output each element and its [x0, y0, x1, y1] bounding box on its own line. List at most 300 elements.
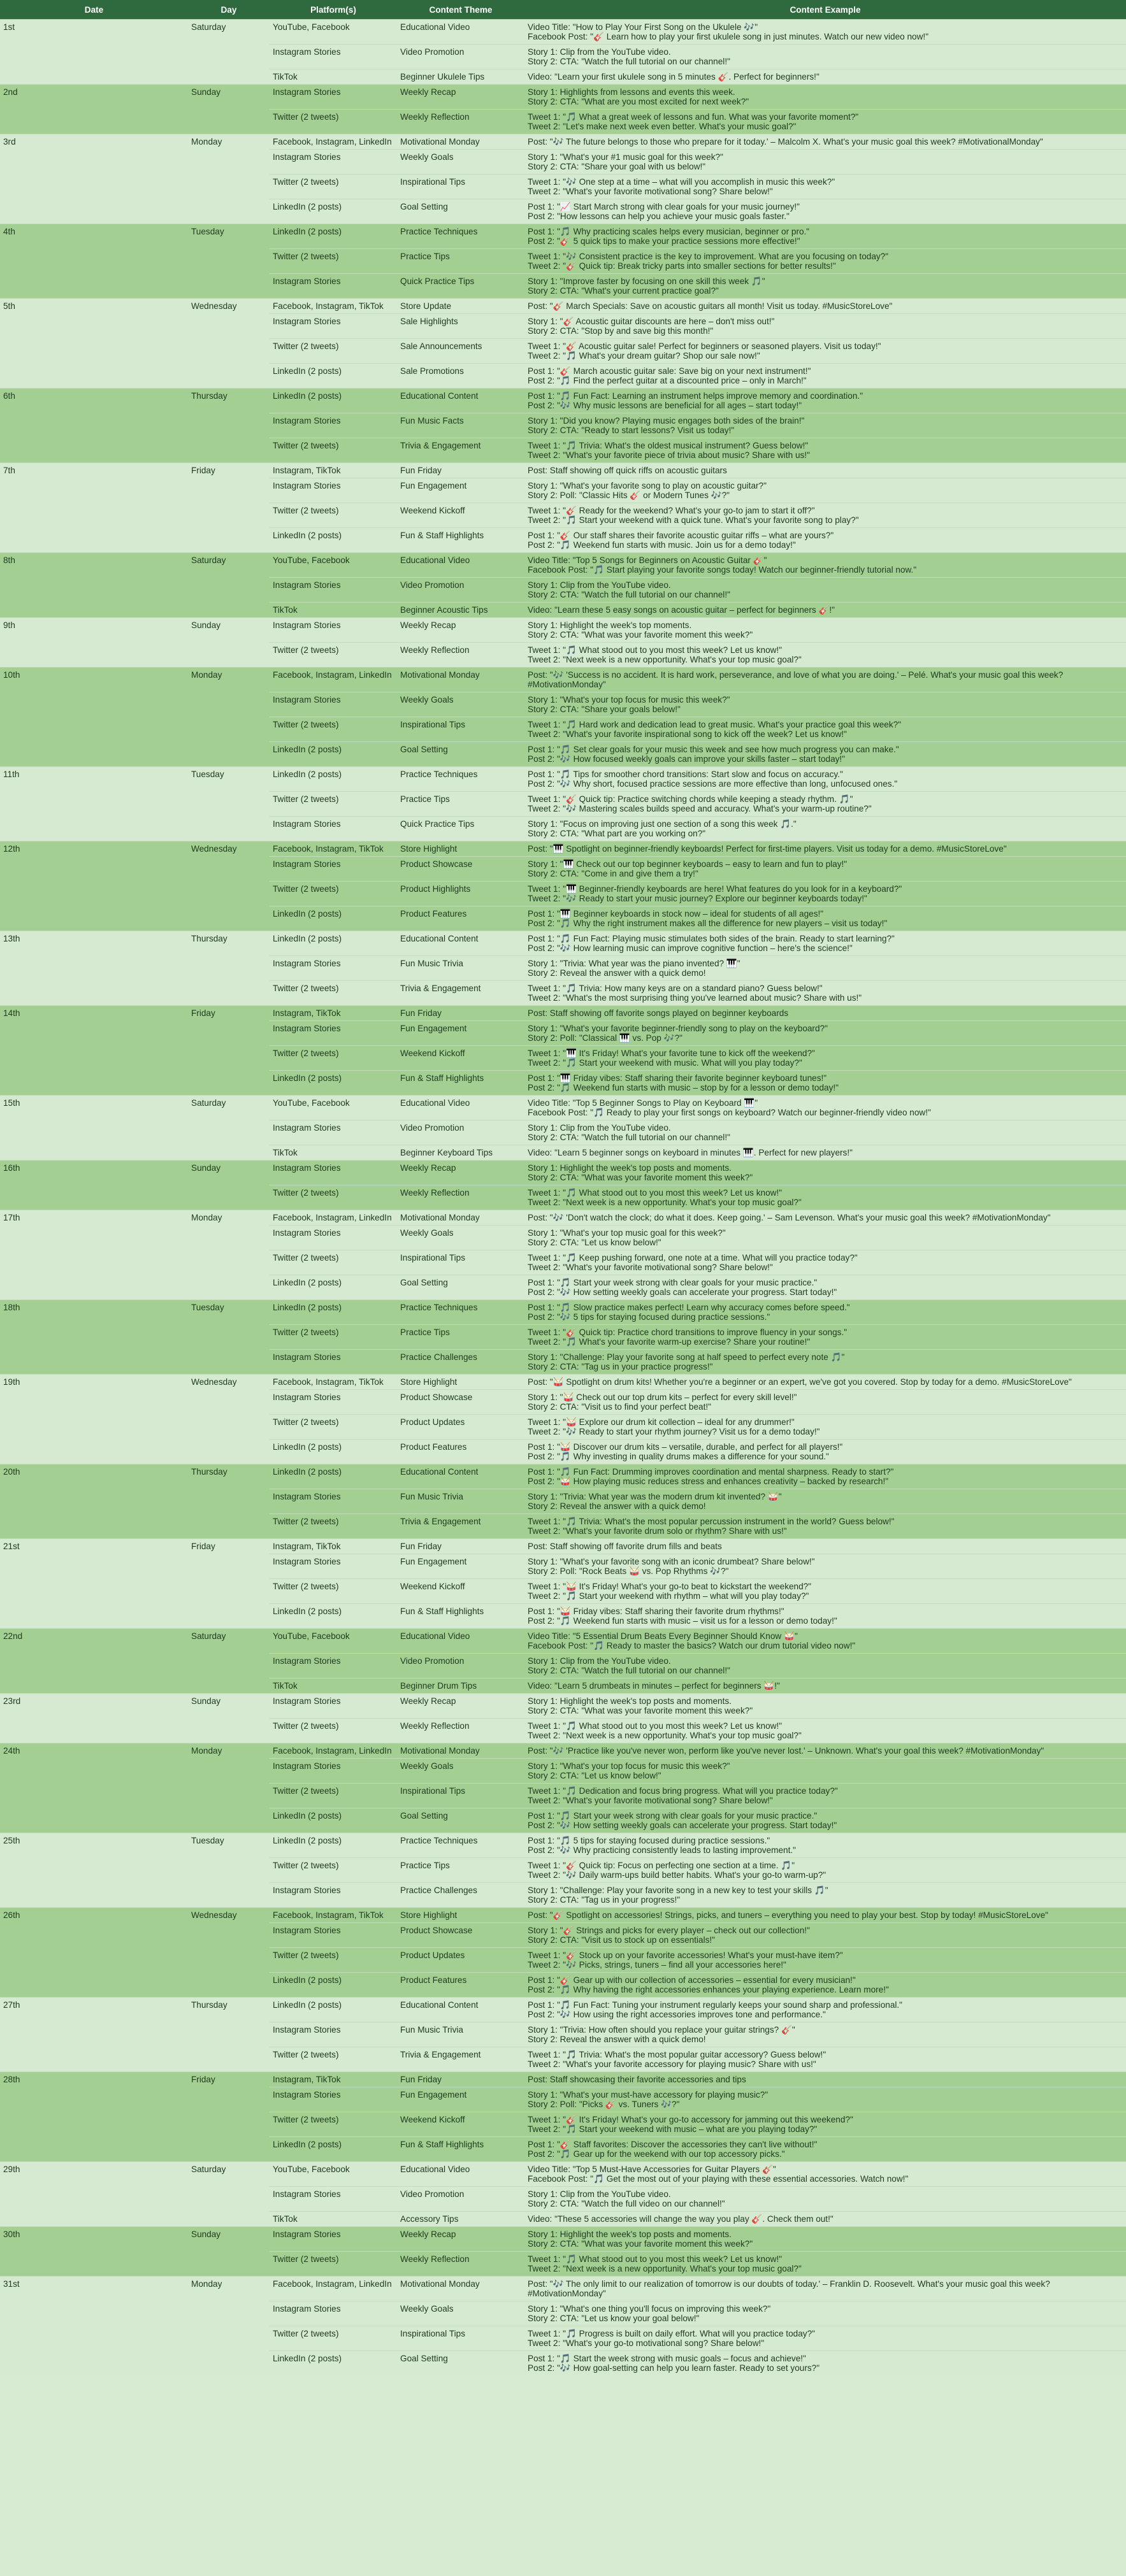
example-cell[interactable]: Post 1: "🎵 Set clear goals for your music this week and see how much progress you can make." Post 2: "🎶 How focused weekly goals can improve your skills faster – start today!" [524, 742, 1126, 767]
date-cell[interactable]: 1st [0, 20, 188, 85]
example-cell[interactable]: Post 1: "🎵 Why practicing scales helps every musician, beginner or pro." Post 2: "🎸 5 quick tips to make your practice sessions more effective!" [524, 224, 1126, 249]
theme-cell[interactable]: Educational Video [397, 553, 524, 578]
theme-cell[interactable]: Motivational Monday [397, 1743, 524, 1759]
platform-cell[interactable]: Instagram Stories [270, 1554, 397, 1579]
example-cell[interactable]: Video: "Learn 5 drumbeats in minutes – perfect for beginners 🥁!" [524, 1678, 1126, 1694]
example-cell[interactable]: Post 1: "🎸 Gear up with our collection of accessories – essential for every musician!" Post 2: "🎵 Why having the right accessories enhances your playing experience. Learn more!" [524, 1973, 1126, 1998]
example-cell[interactable]: Story 1: "What's your favorite song to play on acoustic guitar?" Story 2: Poll: "Classic Hits 🎸 or Modern Tunes 🎶?" [524, 478, 1126, 503]
theme-cell[interactable]: Inspirational Tips [397, 2326, 524, 2351]
platform-cell[interactable]: Twitter (2 tweets) [270, 2252, 397, 2277]
example-cell[interactable]: Post: "🎶 The only limit to our realization of tomorrow is our doubts of today.' – Franklin D. Roosevelt. What's your music goal this week? #MotivationMonday" [524, 2277, 1126, 2301]
platform-cell[interactable]: Instagram Stories [270, 2022, 397, 2047]
theme-cell[interactable]: Weekly Goals [397, 2301, 524, 2326]
platform-cell[interactable]: TikTok [270, 69, 397, 85]
date-cell[interactable]: 29th [0, 2162, 188, 2227]
theme-cell[interactable]: Fun Friday [397, 2072, 524, 2087]
theme-cell[interactable]: Weekend Kickoff [397, 1579, 524, 1604]
example-cell[interactable]: Story 1: Clip from the YouTube video. Story 2: CTA: "Watch the full tutorial on our channel!" [524, 578, 1126, 603]
day-cell[interactable]: Wednesday [188, 841, 270, 931]
platform-cell[interactable]: Facebook, Instagram, TikTok [270, 841, 397, 857]
platform-cell[interactable]: Instagram Stories [270, 2301, 397, 2326]
example-cell[interactable]: Post 1: "🎵 Fun Fact: Drumming improves coordination and mental sharpness. Ready to start?" Post 2: "🥁 How playing music reduces stress and enhances creativity – backed by research!" [524, 1464, 1126, 1489]
example-cell[interactable]: Tweet 1: "🎵 Trivia: What's the most popular guitar accessory? Guess below!" Tweet 2: "What's your favorite accessory for playing music? Share with us!" [524, 2047, 1126, 2072]
day-cell[interactable]: Monday [188, 134, 270, 224]
theme-cell[interactable]: Sale Highlights [397, 314, 524, 339]
date-cell[interactable]: 4th [0, 224, 188, 299]
platform-cell[interactable]: Twitter (2 tweets) [270, 249, 397, 274]
theme-cell[interactable]: Weekly Reflection [397, 2252, 524, 2277]
example-cell[interactable]: Post 1: "🎵 Start your week strong with clear goals for your music practice." Post 2: "🎶 How setting weekly goals can accelerate your progress. Start today!" [524, 1808, 1126, 1833]
example-cell[interactable]: Post 1: "🎸 Our staff shares their favorite acoustic guitar riffs – what are yours?" Post 2: "🎵 Weekend fun starts with music. Join us for a demo today!" [524, 528, 1126, 553]
theme-cell[interactable]: Trivia & Engagement [397, 2047, 524, 2072]
example-cell[interactable]: Tweet 1: "🎵 Trivia: What's the oldest musical instrument? Guess below!" Tweet 2: "What's your favorite piece of trivia about music? Share with us!" [524, 438, 1126, 463]
platform-cell[interactable]: Facebook, Instagram, LinkedIn [270, 134, 397, 150]
platform-cell[interactable]: Instagram Stories [270, 2087, 397, 2112]
theme-cell[interactable]: Educational Content [397, 389, 524, 413]
theme-cell[interactable]: Educational Video [397, 1629, 524, 1654]
example-cell[interactable]: Story 1: "🎹 Check out our top beginner keyboards – easy to learn and fun to play!" Story 2: CTA: "Come in and give them a try!" [524, 857, 1126, 882]
example-cell[interactable]: Post 1: "🎹 Beginner keyboards in stock now – ideal for students of all ages!" Post 2: "🎵 Why the right instrument makes all the difference for new players – visit us today!" [524, 906, 1126, 931]
theme-cell[interactable]: Weekly Recap [397, 2227, 524, 2252]
example-cell[interactable]: Tweet 1: "🎸 Quick tip: Practice chord transitions to improve fluency in your songs." Tweet 2: "🎵 What's your favorite warm-up exercise? Share your routine!" [524, 1325, 1126, 1350]
theme-cell[interactable]: Educational Video [397, 20, 524, 45]
theme-cell[interactable]: Educational Video [397, 2162, 524, 2187]
platform-cell[interactable]: Facebook, Instagram, TikTok [270, 1908, 397, 1923]
platform-cell[interactable]: TikTok [270, 1678, 397, 1694]
theme-cell[interactable]: Store Update [397, 299, 524, 314]
platform-cell[interactable]: Instagram Stories [270, 956, 397, 981]
theme-cell[interactable]: Product Features [397, 906, 524, 931]
platform-cell[interactable]: Twitter (2 tweets) [270, 503, 397, 528]
theme-cell[interactable]: Trivia & Engagement [397, 1514, 524, 1539]
example-cell[interactable]: Post 1: "🥁 Friday vibes: Staff sharing their favorite drum rhythms!" Post 2: "🎵 Weekend fun starts with music – visit us for a lesson or demo today!" [524, 1604, 1126, 1629]
platform-cell[interactable]: Twitter (2 tweets) [270, 717, 397, 742]
platform-cell[interactable]: Twitter (2 tweets) [270, 2112, 397, 2137]
platform-cell[interactable]: Instagram Stories [270, 314, 397, 339]
theme-cell[interactable]: Educational Video [397, 1096, 524, 1120]
example-cell[interactable]: Tweet 1: "🎵 Trivia: How many keys are on a standard piano? Guess below!" Tweet 2: "What's the most surprising thing you've learned about music? Share with us!" [524, 981, 1126, 1006]
theme-cell[interactable]: Motivational Monday [397, 1210, 524, 1226]
theme-cell[interactable]: Product Showcase [397, 1390, 524, 1415]
platform-cell[interactable]: Instagram Stories [270, 618, 397, 643]
example-cell[interactable]: Post 1: "📈 Start March strong with clear goals for your music journey!" Post 2: "How lessons can help you achieve your music goals faster." [524, 199, 1126, 224]
theme-cell[interactable]: Practice Tips [397, 1858, 524, 1883]
theme-cell[interactable]: Weekly Recap [397, 1694, 524, 1719]
platform-cell[interactable]: Twitter (2 tweets) [270, 1250, 397, 1275]
example-cell[interactable]: Story 1: "What's your top focus for music this week?" Story 2: CTA: "Let us know below!" [524, 1759, 1126, 1784]
example-cell[interactable]: Video: "Learn these 5 easy songs on acoustic guitar – perfect for beginners 🎸!" [524, 603, 1126, 618]
platform-cell[interactable]: Twitter (2 tweets) [270, 1514, 397, 1539]
theme-cell[interactable]: Educational Content [397, 931, 524, 956]
theme-cell[interactable]: Educational Content [397, 1998, 524, 2022]
platform-cell[interactable]: Twitter (2 tweets) [270, 1325, 397, 1350]
platform-cell[interactable]: Instagram Stories [270, 1489, 397, 1514]
platform-cell[interactable]: Twitter (2 tweets) [270, 981, 397, 1006]
example-cell[interactable]: Tweet 1: "🎵 Keep pushing forward, one note at a time. What will you practice today?" Tweet 2: "What's your favorite motivational song? Share below!" [524, 1250, 1126, 1275]
platform-cell[interactable]: Instagram Stories [270, 817, 397, 841]
example-cell[interactable]: Post 1: "🎵 Start the week strong with music goals – focus and achieve!" Post 2: "🎶 How goal-setting can help you learn faster. Ready to set yours?" [524, 2351, 1126, 2376]
platform-cell[interactable]: LinkedIn (2 posts) [270, 1440, 397, 1464]
platform-cell[interactable]: YouTube, Facebook [270, 1629, 397, 1654]
date-cell[interactable]: 22nd [0, 1629, 188, 1694]
theme-cell[interactable]: Video Promotion [397, 1654, 524, 1678]
day-cell[interactable]: Friday [188, 463, 270, 553]
theme-cell[interactable]: Inspirational Tips [397, 717, 524, 742]
example-cell[interactable]: Post 1: "🎵 Start your week strong with clear goals for your music practice." Post 2: "🎶 How setting weekly goals can accelerate your progress. Start today!" [524, 1275, 1126, 1300]
platform-cell[interactable]: LinkedIn (2 posts) [270, 199, 397, 224]
theme-cell[interactable]: Fun Engagement [397, 1554, 524, 1579]
example-cell[interactable]: Story 1: "What's your must-have accessory for playing music?" Story 2: Poll: "Picks 🎸 vs. Tuners 🎶?" [524, 2087, 1126, 2112]
date-cell[interactable]: 12th [0, 841, 188, 931]
platform-cell[interactable]: Twitter (2 tweets) [270, 1858, 397, 1883]
date-cell[interactable]: 15th [0, 1096, 188, 1161]
platform-cell[interactable]: Instagram Stories [270, 857, 397, 882]
platform-cell[interactable]: Twitter (2 tweets) [270, 438, 397, 463]
theme-cell[interactable]: Trivia & Engagement [397, 438, 524, 463]
platform-cell[interactable]: Instagram Stories [270, 1883, 397, 1908]
day-cell[interactable]: Friday [188, 2072, 270, 2162]
theme-cell[interactable]: Video Promotion [397, 45, 524, 69]
date-cell[interactable]: 20th [0, 1464, 188, 1539]
theme-cell[interactable]: Fun Music Trivia [397, 1489, 524, 1514]
example-cell[interactable]: Post: "🎶 'Don't watch the clock; do what it does. Keep going.' – Sam Levenson. What's your music goal this week? #MotivationMonday" [524, 1210, 1126, 1226]
date-cell[interactable]: 2nd [0, 85, 188, 134]
platform-cell[interactable]: Twitter (2 tweets) [270, 1046, 397, 1071]
theme-cell[interactable]: Goal Setting [397, 1808, 524, 1833]
example-cell[interactable]: Tweet 1: "🎹 Beginner-friendly keyboards are here! What features do you look for in a keyboard?" Tweet 2: "🎶 Ready to start your music journey? Explore our beginner keyboards today!" [524, 882, 1126, 906]
platform-cell[interactable]: LinkedIn (2 posts) [270, 1808, 397, 1833]
day-cell[interactable]: Friday [188, 1539, 270, 1629]
platform-cell[interactable]: Instagram Stories [270, 1923, 397, 1948]
day-cell[interactable]: Wednesday [188, 1375, 270, 1464]
theme-cell[interactable]: Fun Music Trivia [397, 956, 524, 981]
day-cell[interactable]: Tuesday [188, 767, 270, 841]
platform-cell[interactable]: Instagram Stories [270, 1759, 397, 1784]
date-cell[interactable]: 19th [0, 1375, 188, 1464]
platform-cell[interactable]: Instagram Stories [270, 1654, 397, 1678]
platform-cell[interactable]: LinkedIn (2 posts) [270, 1071, 397, 1096]
day-cell[interactable]: Saturday [188, 20, 270, 85]
theme-cell[interactable]: Practice Techniques [397, 1833, 524, 1858]
example-cell[interactable]: Post: "🎸 Spotlight on accessories! Strings, picks, and tuners – everything you need to play your best. Stop by today! #MusicStoreLove" [524, 1908, 1126, 1923]
example-cell[interactable]: Tweet 1: "🎵 Dedication and focus bring progress. What will you practice today?" Tweet 2: "What's your favorite motivational song? Share below!" [524, 1784, 1126, 1808]
theme-cell[interactable]: Fun Music Facts [397, 413, 524, 438]
date-cell[interactable]: 30th [0, 2227, 188, 2277]
platform-cell[interactable]: Instagram Stories [270, 1021, 397, 1046]
example-cell[interactable]: Tweet 1: "🎵 Trivia: What's the most popular percussion instrument in the world? Guess below!" Tweet 2: "What's your favorite drum solo or rhythm? Share with us!" [524, 1514, 1126, 1539]
platform-cell[interactable]: Instagram, TikTok [270, 2072, 397, 2087]
theme-cell[interactable]: Weekly Recap [397, 618, 524, 643]
theme-cell[interactable]: Beginner Ukulele Tips [397, 69, 524, 85]
platform-cell[interactable]: Instagram Stories [270, 1694, 397, 1719]
day-cell[interactable]: Monday [188, 1210, 270, 1300]
platform-cell[interactable]: Instagram Stories [270, 1161, 397, 1185]
theme-cell[interactable]: Video Promotion [397, 2187, 524, 2212]
day-cell[interactable]: Thursday [188, 1464, 270, 1539]
date-cell[interactable]: 17th [0, 1210, 188, 1300]
date-cell[interactable]: 28th [0, 2072, 188, 2162]
example-cell[interactable]: Tweet 1: "🎸 Stock up on your favorite accessories! What's your must-have item?" Tweet 2: "🎶 Picks, strings, tuners – find all your accessories here!" [524, 1948, 1126, 1973]
theme-cell[interactable]: Practice Tips [397, 792, 524, 817]
platform-cell[interactable]: LinkedIn (2 posts) [270, 767, 397, 792]
platform-cell[interactable]: LinkedIn (2 posts) [270, 224, 397, 249]
theme-cell[interactable]: Practice Challenges [397, 1350, 524, 1375]
platform-cell[interactable]: Instagram Stories [270, 1120, 397, 1145]
platform-cell[interactable]: Twitter (2 tweets) [270, 1415, 397, 1440]
platform-cell[interactable]: TikTok [270, 1145, 397, 1161]
day-cell[interactable]: Tuesday [188, 1300, 270, 1375]
example-cell[interactable]: Story 1: "🎸 Acoustic guitar discounts are here – don't miss out!" Story 2: CTA: "Stop by and save big this month!" [524, 314, 1126, 339]
example-cell[interactable]: Video Title: "Top 5 Beginner Songs to Play on Keyboard 🎹" Facebook Post: "🎵 Ready to play your first songs on keyboard? Watch our beginner-friendly video now!" [524, 1096, 1126, 1120]
example-cell[interactable]: Story 1: "What's one thing you'll focus on improving this week?" Story 2: CTA: "Let us know your goal below!" [524, 2301, 1126, 2326]
platform-cell[interactable]: LinkedIn (2 posts) [270, 1833, 397, 1858]
day-cell[interactable]: Tuesday [188, 224, 270, 299]
theme-cell[interactable]: Practice Challenges [397, 1883, 524, 1908]
platform-cell[interactable]: Twitter (2 tweets) [270, 339, 397, 364]
platform-cell[interactable]: YouTube, Facebook [270, 2162, 397, 2187]
platform-cell[interactable]: YouTube, Facebook [270, 20, 397, 45]
theme-cell[interactable]: Motivational Monday [397, 134, 524, 150]
theme-cell[interactable]: Product Features [397, 1973, 524, 1998]
theme-cell[interactable]: Inspirational Tips [397, 1784, 524, 1808]
platform-cell[interactable]: Instagram Stories [270, 274, 397, 299]
theme-cell[interactable]: Weekly Goals [397, 692, 524, 717]
theme-cell[interactable]: Accessory Tips [397, 2212, 524, 2227]
theme-cell[interactable]: Store Highlight [397, 1908, 524, 1923]
day-cell[interactable]: Friday [188, 1006, 270, 1096]
theme-cell[interactable]: Practice Techniques [397, 1300, 524, 1325]
theme-cell[interactable]: Sale Announcements [397, 339, 524, 364]
platform-cell[interactable]: Instagram Stories [270, 150, 397, 175]
platform-cell[interactable]: Instagram Stories [270, 1350, 397, 1375]
platform-cell[interactable]: Instagram Stories [270, 85, 397, 110]
date-cell[interactable]: 3rd [0, 134, 188, 224]
day-cell[interactable]: Thursday [188, 389, 270, 463]
platform-cell[interactable]: LinkedIn (2 posts) [270, 1275, 397, 1300]
platform-cell[interactable]: Instagram Stories [270, 413, 397, 438]
platform-cell[interactable]: Instagram Stories [270, 45, 397, 69]
theme-cell[interactable]: Beginner Keyboard Tips [397, 1145, 524, 1161]
platform-cell[interactable]: LinkedIn (2 posts) [270, 528, 397, 553]
example-cell[interactable]: Story 1: "What's your top focus for music this week?" Story 2: CTA: "Share your goals below!" [524, 692, 1126, 717]
date-cell[interactable]: 16th [0, 1161, 188, 1210]
date-cell[interactable]: 14th [0, 1006, 188, 1096]
example-cell[interactable]: Post: "🎹 Spotlight on beginner-friendly keyboards! Perfect for first-time players. Visit us today for a demo. #MusicStoreLove" [524, 841, 1126, 857]
theme-cell[interactable]: Weekly Reflection [397, 1185, 524, 1210]
theme-cell[interactable]: Weekly Goals [397, 1226, 524, 1250]
day-cell[interactable]: Monday [188, 668, 270, 767]
date-cell[interactable]: 13th [0, 931, 188, 1006]
example-cell[interactable]: Story 1: Clip from the YouTube video. Story 2: CTA: "Watch the full tutorial on our channel!" [524, 45, 1126, 69]
theme-cell[interactable]: Educational Content [397, 1464, 524, 1489]
platform-cell[interactable]: Instagram Stories [270, 2227, 397, 2252]
example-cell[interactable]: Story 1: "Trivia: How often should you replace your guitar strings? 🎸" Story 2: Reveal the answer with a quick demo! [524, 2022, 1126, 2047]
example-cell[interactable]: Story 1: Clip from the YouTube video. Story 2: CTA: "Watch the full video on our channel!" [524, 2187, 1126, 2212]
day-cell[interactable]: Saturday [188, 2162, 270, 2227]
example-cell[interactable]: Story 1: "What's your #1 music goal for this week?" Story 2: CTA: "Share your goal with us below!" [524, 150, 1126, 175]
example-cell[interactable]: Tweet 1: "🎶 One step at a time – what will you accomplish in music this week?" Tweet 2: "What's your favorite motivational song? Share below!" [524, 175, 1126, 199]
theme-cell[interactable]: Fun & Staff Highlights [397, 528, 524, 553]
theme-cell[interactable]: Sale Promotions [397, 364, 524, 389]
platform-cell[interactable]: YouTube, Facebook [270, 1096, 397, 1120]
header-platforms[interactable]: Platform(s) [270, 0, 397, 20]
theme-cell[interactable]: Weekend Kickoff [397, 2112, 524, 2137]
platform-cell[interactable]: LinkedIn (2 posts) [270, 2351, 397, 2376]
theme-cell[interactable]: Goal Setting [397, 742, 524, 767]
date-cell[interactable]: 6th [0, 389, 188, 463]
example-cell[interactable]: Story 1: "What's your top music goal for this week?" Story 2: CTA: "Let us know below!" [524, 1226, 1126, 1250]
example-cell[interactable]: Story 1: "Trivia: What year was the piano invented? 🎹" Story 2: Reveal the answer with a quick demo! [524, 956, 1126, 981]
example-cell[interactable]: Tweet 1: "🎵 Progress is built on daily effort. What will you practice today?" Tweet 2: "What's your go-to motivational song? Share below!" [524, 2326, 1126, 2351]
example-cell[interactable]: Story 1: Highlight the week's top posts and moments. Story 2: CTA: "What was your favorite moment this week?" [524, 1161, 1126, 1185]
example-cell[interactable]: Post: "🎸 March Specials: Save on acoustic guitars all month! Visit us today. #MusicStoreLove" [524, 299, 1126, 314]
day-cell[interactable]: Wednesday [188, 299, 270, 389]
example-cell[interactable]: Tweet 1: "🎵 What stood out to you most this week? Let us know!" Tweet 2: "Next week is a new opportunity. What's your top music goal?" [524, 2252, 1126, 2277]
theme-cell[interactable]: Weekly Goals [397, 150, 524, 175]
platform-cell[interactable]: Twitter (2 tweets) [270, 1579, 397, 1604]
date-cell[interactable]: 18th [0, 1300, 188, 1375]
example-cell[interactable]: Video: "Learn 5 beginner songs on keyboard in minutes 🎹. Perfect for new players!" [524, 1145, 1126, 1161]
theme-cell[interactable]: Practice Techniques [397, 767, 524, 792]
example-cell[interactable]: Tweet 1: "🎵 What stood out to you most this week? Let us know!" Tweet 2: "Next week is a new opportunity. What's your top music goal?" [524, 643, 1126, 668]
theme-cell[interactable]: Fun Friday [397, 463, 524, 478]
platform-cell[interactable]: Facebook, Instagram, LinkedIn [270, 668, 397, 692]
date-cell[interactable]: 9th [0, 618, 188, 668]
example-cell[interactable]: Story 1: Highlights from lessons and events this week. Story 2: CTA: "What are you most excited for next week?" [524, 85, 1126, 110]
platform-cell[interactable]: LinkedIn (2 posts) [270, 364, 397, 389]
platform-cell[interactable]: YouTube, Facebook [270, 553, 397, 578]
platform-cell[interactable]: Twitter (2 tweets) [270, 1719, 397, 1743]
example-cell[interactable]: Story 1: "What's your favorite song with an iconic drumbeat? Share below!" Story 2: Poll: "Rock Beats 🥁 vs. Pop Rhythms 🎶?" [524, 1554, 1126, 1579]
theme-cell[interactable]: Weekly Recap [397, 85, 524, 110]
example-cell[interactable]: Post: "🎶 The future belongs to those who prepare for it today.' – Malcolm X. What's your music goal this week? #MotivationalMonday" [524, 134, 1126, 150]
theme-cell[interactable]: Practice Tips [397, 249, 524, 274]
theme-cell[interactable]: Product Updates [397, 1415, 524, 1440]
theme-cell[interactable]: Weekly Reflection [397, 643, 524, 668]
example-cell[interactable]: Post 1: "🎹 Friday vibes: Staff sharing their favorite beginner keyboard tunes!" Post 2: "🎵 Weekend fun starts with music – stop by for a lesson or demo today!" [524, 1071, 1126, 1096]
platform-cell[interactable]: Twitter (2 tweets) [270, 1784, 397, 1808]
header-date[interactable]: Date [0, 0, 188, 20]
theme-cell[interactable]: Fun Music Trivia [397, 2022, 524, 2047]
theme-cell[interactable]: Fun & Staff Highlights [397, 2137, 524, 2162]
platform-cell[interactable]: Twitter (2 tweets) [270, 643, 397, 668]
platform-cell[interactable]: LinkedIn (2 posts) [270, 1604, 397, 1629]
theme-cell[interactable]: Weekend Kickoff [397, 1046, 524, 1071]
platform-cell[interactable]: Facebook, Instagram, LinkedIn [270, 1743, 397, 1759]
example-cell[interactable]: Story 1: "Trivia: What year was the modern drum kit invented? 🥁" Story 2: Reveal the answer with a quick demo! [524, 1489, 1126, 1514]
platform-cell[interactable]: Instagram Stories [270, 692, 397, 717]
example-cell[interactable]: Story 1: "Focus on improving just one section of a song this week 🎵." Story 2: CTA: "What part are you working on?" [524, 817, 1126, 841]
example-cell[interactable]: Video: "Learn your first ukulele song in 5 minutes 🎸. Perfect for beginners!" [524, 69, 1126, 85]
example-cell[interactable]: Story 1: "Challenge: Play your favorite song in a new key to test your skills 🎵" Story 2: CTA: "Tag us in your progress!" [524, 1883, 1126, 1908]
theme-cell[interactable]: Motivational Monday [397, 668, 524, 692]
platform-cell[interactable]: Instagram, TikTok [270, 1539, 397, 1554]
theme-cell[interactable]: Inspirational Tips [397, 175, 524, 199]
date-cell[interactable]: 8th [0, 553, 188, 618]
theme-cell[interactable]: Product Highlights [397, 882, 524, 906]
header-day[interactable]: Day [188, 0, 270, 20]
date-cell[interactable]: 31st [0, 2277, 188, 2376]
platform-cell[interactable]: Instagram Stories [270, 578, 397, 603]
example-cell[interactable]: Video: "These 5 accessories will change the way you play 🎸. Check them out!" [524, 2212, 1126, 2227]
example-cell[interactable]: Story 1: "🎸 Strings and picks for every player – check out our collection!" Story 2: CTA: "Visit us to stock up on essentials!" [524, 1923, 1126, 1948]
example-cell[interactable]: Story 1: "Challenge: Play your favorite song at half speed to perfect every note 🎵" Story 2: CTA: "Tag us in your practice progress!" [524, 1350, 1126, 1375]
theme-cell[interactable]: Product Showcase [397, 857, 524, 882]
day-cell[interactable]: Sunday [188, 1694, 270, 1743]
example-cell[interactable]: Post: "🎶 'Practice like you've never won, perform like you've never lost.' – Unknown. What's your goal this week? #MotivationMonday" [524, 1743, 1126, 1759]
platform-cell[interactable]: LinkedIn (2 posts) [270, 742, 397, 767]
platform-cell[interactable]: Instagram Stories [270, 1390, 397, 1415]
example-cell[interactable]: Tweet 1: "🎸 Ready for the weekend? What's your go-to jam to start it off?" Tweet 2: "🎵 Start your weekend with a quick tune. What's your favorite song to play?" [524, 503, 1126, 528]
platform-cell[interactable]: Facebook, Instagram, LinkedIn [270, 2277, 397, 2301]
example-cell[interactable]: Story 1: Highlight the week's top posts and moments. Story 2: CTA: "What was your favorite moment this week?" [524, 2227, 1126, 2252]
example-cell[interactable]: Post 1: "🎵 Fun Fact: Playing music stimulates both sides of the brain. Ready to start learning?" Post 2: "🎶 How learning music can improve cognitive function – here's the science!" [524, 931, 1126, 956]
platform-cell[interactable]: Facebook, Instagram, LinkedIn [270, 1210, 397, 1226]
theme-cell[interactable]: Motivational Monday [397, 2277, 524, 2301]
date-cell[interactable]: 5th [0, 299, 188, 389]
example-cell[interactable]: Post 1: "🎵 5 tips for staying focused during practice sessions." Post 2: "🎶 Why practicing consistently leads to lasting improvement." [524, 1833, 1126, 1858]
example-cell[interactable]: Story 1: Highlight the week's top posts and moments. Story 2: CTA: "What was your favorite moment this week?" [524, 1694, 1126, 1719]
example-cell[interactable]: Post 1: "🎵 Tips for smoother chord transitions: Start slow and focus on accuracy." Post 2: "🎶 Why short, focused practice sessions are more effective than long, unfocused ones." [524, 767, 1126, 792]
example-cell[interactable]: Post: Staff showing off favorite drum fills and beats [524, 1539, 1126, 1554]
date-cell[interactable]: 21st [0, 1539, 188, 1629]
theme-cell[interactable]: Quick Practice Tips [397, 817, 524, 841]
day-cell[interactable]: Sunday [188, 85, 270, 134]
theme-cell[interactable]: Practice Techniques [397, 224, 524, 249]
theme-cell[interactable]: Video Promotion [397, 578, 524, 603]
example-cell[interactable]: Tweet 1: "🎸 Quick tip: Focus on perfecting one section at a time. 🎵" Tweet 2: "🎶 Daily warm-ups build better habits. What's your go-to warm-up?" [524, 1858, 1126, 1883]
platform-cell[interactable]: Instagram, TikTok [270, 463, 397, 478]
theme-cell[interactable]: Fun Friday [397, 1539, 524, 1554]
platform-cell[interactable]: LinkedIn (2 posts) [270, 389, 397, 413]
platform-cell[interactable]: Instagram, TikTok [270, 1006, 397, 1021]
date-cell[interactable]: 11th [0, 767, 188, 841]
header-content-example[interactable]: Content Example [524, 0, 1126, 20]
theme-cell[interactable]: Goal Setting [397, 2351, 524, 2376]
day-cell[interactable]: Sunday [188, 2227, 270, 2277]
date-cell[interactable]: 25th [0, 1833, 188, 1908]
platform-cell[interactable]: LinkedIn (2 posts) [270, 1464, 397, 1489]
day-cell[interactable]: Thursday [188, 931, 270, 1006]
theme-cell[interactable]: Fun & Staff Highlights [397, 1604, 524, 1629]
theme-cell[interactable]: Weekly Goals [397, 1759, 524, 1784]
day-cell[interactable]: Sunday [188, 618, 270, 668]
platform-cell[interactable]: Twitter (2 tweets) [270, 110, 397, 134]
example-cell[interactable]: Story 1: Highlight the week's top moments. Story 2: CTA: "What was your favorite moment this week?" [524, 618, 1126, 643]
platform-cell[interactable]: TikTok [270, 2212, 397, 2227]
platform-cell[interactable]: Facebook, Instagram, TikTok [270, 1375, 397, 1390]
theme-cell[interactable]: Weekly Recap [397, 1161, 524, 1185]
theme-cell[interactable]: Weekly Reflection [397, 1719, 524, 1743]
platform-cell[interactable]: LinkedIn (2 posts) [270, 2137, 397, 2162]
theme-cell[interactable]: Product Showcase [397, 1923, 524, 1948]
example-cell[interactable]: Post: "🥁 Spotlight on drum kits! Whether you're a beginner or an expert, we've got you covered. Stop by today for a demo. #MusicStoreLove" [524, 1375, 1126, 1390]
example-cell[interactable]: Post 1: "🎵 Slow practice makes perfect! Learn why accuracy comes before speed." Post 2: "🎶 5 tips for staying focused during practice sessions." [524, 1300, 1126, 1325]
example-cell[interactable]: Story 1: "Did you know? Playing music engages both sides of the brain!" Story 2: CTA: "Ready to start lessons? Visit us today!" [524, 413, 1126, 438]
day-cell[interactable]: Saturday [188, 553, 270, 618]
theme-cell[interactable]: Quick Practice Tips [397, 274, 524, 299]
platform-cell[interactable]: LinkedIn (2 posts) [270, 931, 397, 956]
platform-cell[interactable]: Instagram Stories [270, 2187, 397, 2212]
platform-cell[interactable]: LinkedIn (2 posts) [270, 1998, 397, 2022]
example-cell[interactable]: Story 1: Clip from the YouTube video. Story 2: CTA: "Watch the full tutorial on our channel!" [524, 1654, 1126, 1678]
example-cell[interactable]: Post 1: "🎸 Staff favorites: Discover the accessories they can't live without!" Post 2: "🎵 Gear up for the weekend with our top accessory picks." [524, 2137, 1126, 2162]
example-cell[interactable]: Post 1: "🎵 Fun Fact: Tuning your instrument regularly keeps your sound sharp and professional." Post 2: "🎶 How using the right accessories improves tone and performance." [524, 1998, 1126, 2022]
day-cell[interactable]: Monday [188, 2277, 270, 2376]
theme-cell[interactable]: Fun Friday [397, 1006, 524, 1021]
example-cell[interactable]: Tweet 1: "🥁 Explore our drum kit collection – ideal for any drummer!" Tweet 2: "🎶 Ready to start your rhythm journey? Visit us for a demo today!" [524, 1415, 1126, 1440]
example-cell[interactable]: Post: Staff showcasing their favorite accessories and tips [524, 2072, 1126, 2087]
